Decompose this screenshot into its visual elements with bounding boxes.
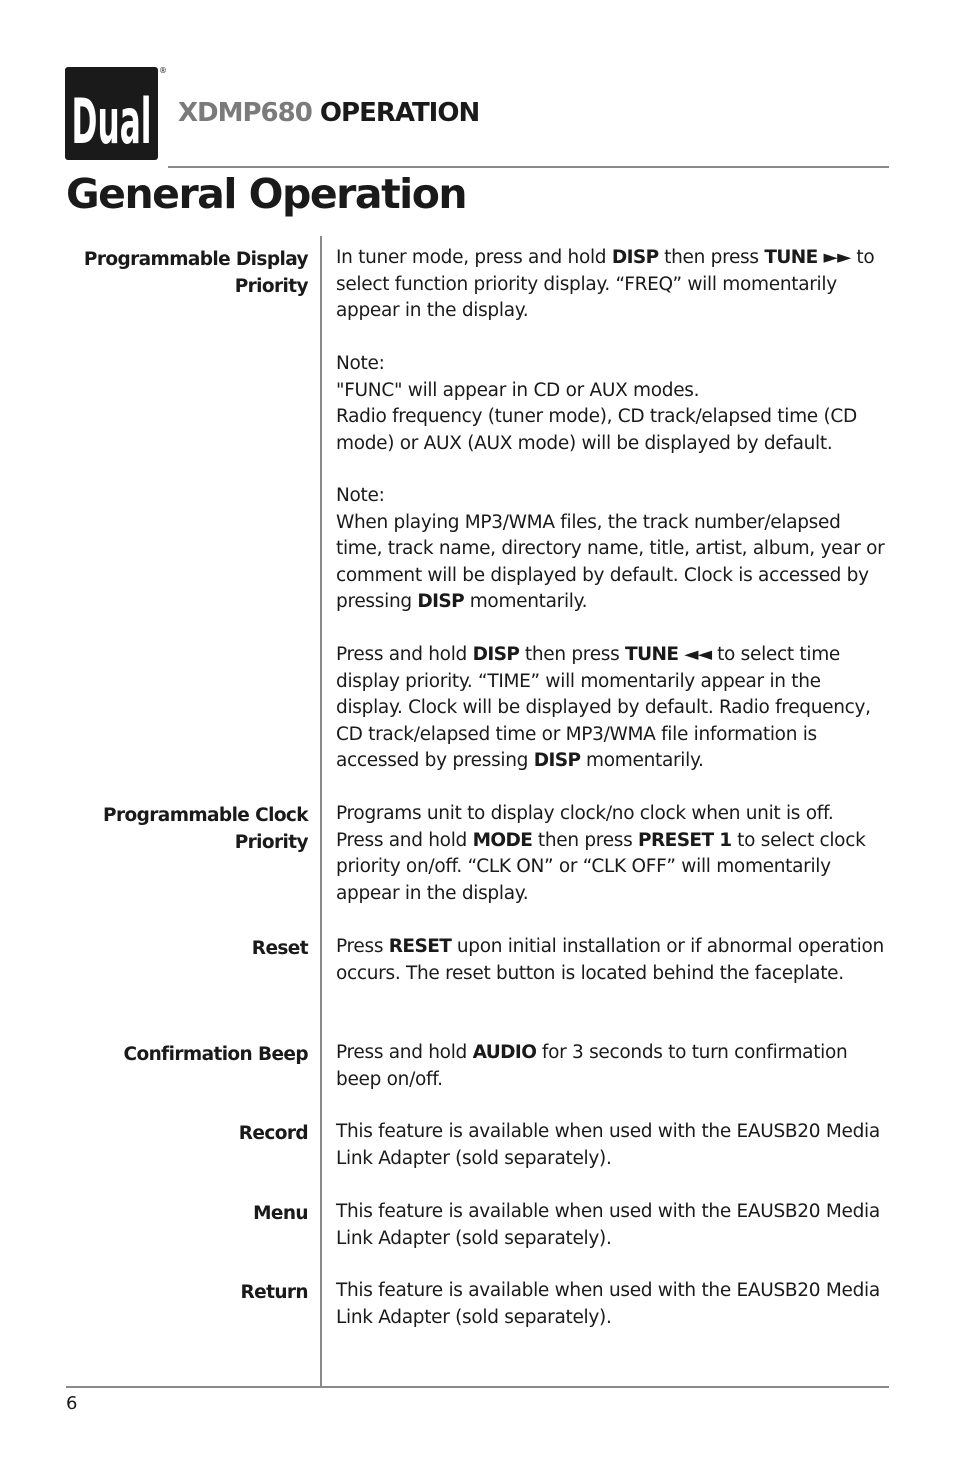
label-line: Priority [234,276,308,297]
label-programmable-clock-priority [48,802,308,856]
page-title: General Operation [66,170,467,218]
record-paragraph: This feature is available when used with the EAUSB20 Media Link Adapter (sold separately). [336,1121,880,1169]
menu-paragraph: This feature is available when used with the EAUSB20 Media Link Adapter (sold separately). [336,1201,880,1249]
footer-divider [66,1386,889,1388]
beep-paragraph: Press and hold AUDIO for 3 seconds to turn confirmation beep on/off. [336,1042,848,1090]
note-title: Note: [336,353,385,374]
note-line: Radio frequency (tuner mode), CD track/elapsed time (CD mode) or AUX (AUX mode) will be displayed by default. [336,406,857,454]
page-number: 6 [66,1393,78,1414]
note-mp3-paragraph: Note: When playing MP3/WMA files, the track number/elapsed time, track name, directory name, title, artist, album, year or comment will be displayed by default. Clock is accessed by pressing DISP momentarily. [336,485,885,613]
note-func-paragraph [336,351,886,457]
model-name: XDMP680 [178,98,312,128]
dual-logo [65,67,158,160]
label-record: Record [238,1123,308,1144]
svg-text:Dual: Dual [71,85,152,158]
label-reset: Reset [251,938,308,959]
label-return: Return [240,1282,308,1303]
clock-priority-paragraph: Programs unit to display clock/no clock when unit is off. Press and hold MODE then press PRESET 1 to select clock priority on/off. “CLK ON” or “CLK OFF” will momentarily appear in the display. [336,803,866,904]
section-name: OPERATION [319,98,480,128]
registered-mark: ® [159,66,167,75]
reset-paragraph: Press RESET upon initial installation or if abnormal operation occurs. The reset button is located behind the faceplate. [336,936,884,984]
label-line: Priority [234,832,308,853]
dual-logo-graphic [65,67,158,160]
display-priority-paragraph: In tuner mode, press and hold DISP then press TUNE ►► to select function priority display. “FREQ” will momentarily appear in the display. [336,247,875,322]
header-title [178,98,479,128]
header-divider [168,166,889,168]
note-line: "FUNC" will appear in CD or AUX modes. [336,379,700,401]
note-title: Note: [336,485,385,506]
label-menu: Menu [253,1203,308,1224]
label-confirmation-beep: Confirmation Beep [123,1044,308,1065]
time-priority-paragraph: Press and hold DISP then press TUNE ◄◄ to select time display priority. “TIME” will momentarily appear in the display. Clock will be displayed by default. Radio frequency, CD track/elapsed time or MP3/WMA file information is accessed by pressing DISP momentarily. [336,644,871,772]
return-paragraph: This feature is available when used with the EAUSB20 Media Link Adapter (sold separately). [336,1280,880,1328]
label-line: Programmable Display [83,249,308,270]
label-programmable-display-priority [48,246,308,300]
column-divider [320,236,322,1387]
label-line: Programmable Clock [103,805,308,826]
